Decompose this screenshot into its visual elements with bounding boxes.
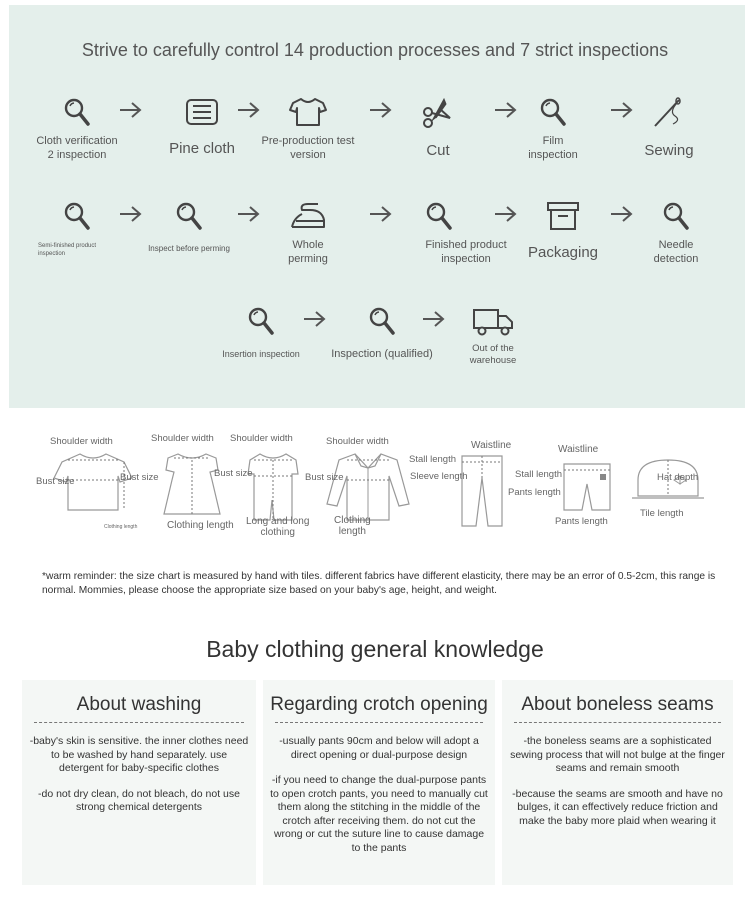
size-label: Shoulder width	[151, 433, 214, 444]
step-label: Whole perming	[288, 239, 328, 265]
knowledge-title: Baby clothing general knowledge	[206, 636, 544, 662]
t-shirt-icon	[288, 96, 328, 128]
card-paragraph: -because the seams are smooth and have no bulges, it can effectively reduce friction and make the baby more plaid when wearing it	[512, 787, 723, 827]
step-label: Insertion inspection	[222, 349, 300, 359]
step-semi-finished	[22, 200, 132, 258]
size-label: Waistline	[471, 440, 512, 451]
card-crotch-opening	[263, 680, 495, 885]
size-label: Stall length	[515, 469, 563, 480]
shorts-diagram	[560, 460, 614, 516]
step-label: Inspect before perming	[148, 244, 230, 253]
step-needle-detection	[621, 200, 731, 266]
size-label: Long and long clothing	[246, 516, 310, 538]
size-label: Waistline	[558, 444, 599, 455]
step-label: Out of the warehouse	[469, 343, 517, 366]
card-paragraph: -do not dry clean, do not bleach, do not use strong chemical detergents	[38, 787, 240, 813]
size-label: Clothing length	[334, 515, 371, 537]
dashed-divider	[34, 722, 244, 723]
size-label: Shoulder width	[230, 433, 293, 444]
magnifier-icon	[424, 200, 454, 232]
dress-diagram	[160, 450, 224, 520]
step-inspect-before-perming	[134, 200, 244, 256]
card-washing	[22, 680, 256, 885]
box-icon	[545, 200, 581, 232]
needle-icon	[651, 96, 687, 130]
step-label: Cut	[426, 142, 450, 159]
card-boneless-seams	[502, 680, 733, 885]
size-label: Shoulder width	[326, 436, 389, 447]
step-label: Needle detection	[653, 239, 699, 265]
size-label: Shoulder width	[50, 436, 113, 447]
dashed-divider	[275, 722, 483, 723]
size-chart	[0, 420, 750, 570]
iron-icon	[288, 200, 328, 232]
card-title: Regarding crotch opening	[270, 694, 488, 715]
size-label: Pants length	[555, 516, 608, 527]
step-packaging	[508, 200, 618, 262]
size-label: Bust size	[214, 468, 253, 479]
size-reminder: *warm reminder: the size chart is measured by hand with tiles. different fabrics have different elasticity, there may be an error of 0.5-2cm, this range is normal. Mommies, please choose the appropriate size based on your baby's age, height, and weight.	[42, 571, 716, 596]
size-label: Bust size	[120, 472, 159, 483]
magnifier-icon	[246, 305, 276, 337]
card-paragraph: -the boneless seams are a sophisticated sewing process that will not bulge at the finger seams and remain smooth	[510, 735, 725, 774]
magnifier-icon	[174, 200, 204, 232]
step-sewing	[614, 96, 724, 160]
step-label: Inspection (qualified)	[331, 348, 433, 360]
truck-icon	[471, 305, 515, 337]
card-title: About boneless seams	[521, 694, 714, 715]
dashed-divider	[514, 722, 721, 723]
cloth-roll-icon	[184, 96, 220, 128]
size-label: Hat depth	[657, 472, 699, 483]
step-label: Finished product inspection	[425, 239, 507, 265]
step-film-inspection	[498, 96, 608, 162]
size-label: Bust size	[36, 476, 75, 487]
size-label: Tile length	[640, 508, 684, 519]
size-label: Sleeve length	[410, 471, 468, 482]
card-title: About washing	[76, 694, 202, 715]
arrow-right-icon	[118, 100, 144, 120]
size-label: Clothing length	[104, 524, 138, 530]
step-label: Film inspection	[528, 135, 578, 161]
step-cut	[383, 96, 493, 160]
process-title: Strive to carefully control 14 production processes and 7 strict inspections	[81, 40, 669, 60]
step-label: Cloth verification 2 inspection	[36, 135, 118, 161]
pants-diagram	[458, 452, 506, 530]
step-insertion-inspection	[206, 305, 316, 361]
step-finished-product	[384, 200, 507, 266]
size-label: Bust size	[305, 472, 344, 483]
card-paragraph: -baby's skin is sensitive. the inner clothes need to be washed by hand separately. use detergent for baby-specific clothes	[29, 735, 249, 774]
magnifier-icon	[62, 96, 92, 128]
card-paragraph: -if you need to change the dual-purpose pants to open crotch pants, you need to manually cut them along the stitching in the middle of the crotch after receiving them. do not cut the wrong or cut the suture line to cause damage to the pants	[270, 774, 488, 854]
step-pre-production	[253, 96, 363, 162]
step-cloth-verification	[22, 96, 132, 162]
step-label: Sewing	[644, 142, 694, 159]
step-whole-perming	[253, 200, 363, 266]
step-out-of-warehouse	[438, 305, 548, 367]
step-label: Semi-finished product inspection	[38, 243, 97, 257]
scissors-icon	[420, 96, 456, 130]
magnifier-icon	[367, 305, 397, 337]
step-label: Packaging	[527, 244, 599, 261]
magnifier-icon	[538, 96, 568, 128]
step-label: Pine cloth	[169, 140, 235, 157]
size-label: Stall length	[409, 454, 457, 465]
romper-diagram	[244, 450, 302, 525]
size-label: Pants length	[508, 487, 561, 498]
size-label: Clothing length	[167, 520, 234, 531]
magnifier-icon	[62, 200, 92, 232]
card-paragraph: -usually pants 90cm and below will adopt a direct opening or dual-purpose design	[279, 735, 479, 761]
step-label: Pre-production test version	[261, 135, 355, 161]
magnifier-icon	[661, 200, 691, 232]
